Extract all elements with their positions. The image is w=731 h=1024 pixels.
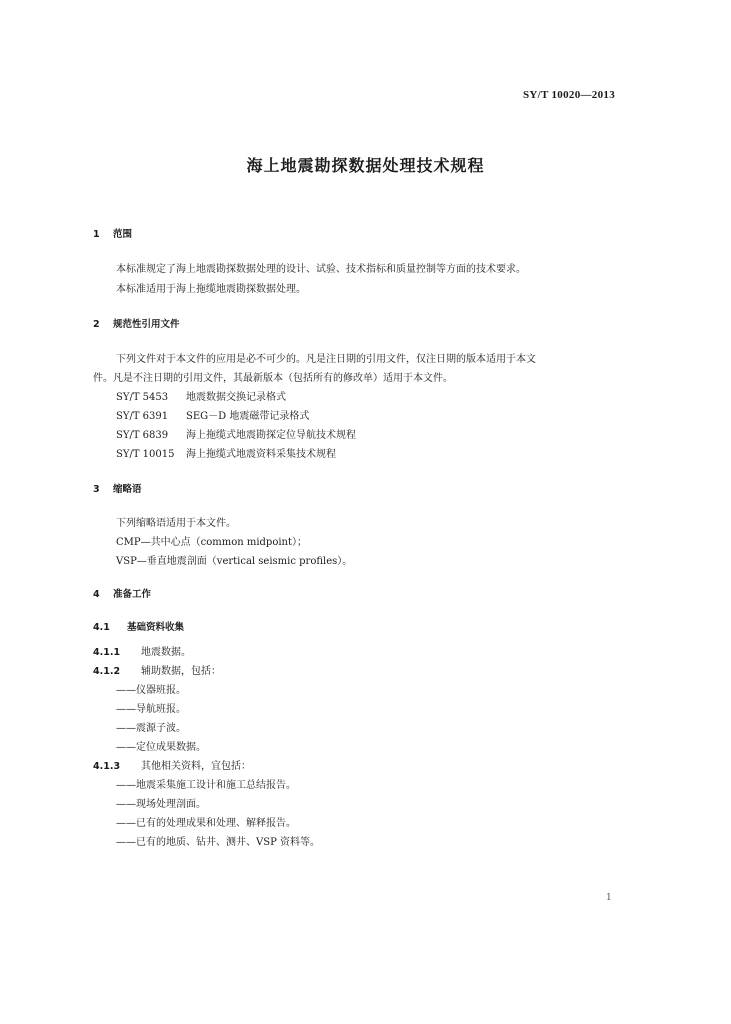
- section-number: 4: [93, 589, 100, 600]
- list-item: ——已有的处理成果和处理、解释报告。: [116, 818, 296, 829]
- clause-number: 4.1.3: [93, 761, 121, 772]
- subsection-4-1-heading: [93, 621, 184, 635]
- section-3-heading: [93, 483, 142, 497]
- list-item: ——现场处理剖面。: [116, 799, 206, 810]
- section-3-intro: 下列缩略语适用于本文件。: [116, 518, 236, 529]
- list-item: ——地震采集施工设计和施工总结报告。: [116, 780, 296, 791]
- reference-title: 海上拖缆式地震资料采集技术规程: [186, 449, 336, 460]
- list-item: ——仪器班报。: [116, 685, 186, 696]
- clause-4-1-1: [93, 646, 191, 660]
- reference-code: SY/T 6391: [116, 411, 169, 422]
- reference-item: [116, 410, 309, 424]
- clause-number: 4.1.1: [93, 647, 121, 658]
- abbreviation-item: VSP—垂直地震剖面（vertical seismic profiles）。: [116, 556, 353, 567]
- reference-title: SEG－D 地震磁带记录格式: [186, 411, 310, 422]
- clause-text: 辅助数据，包括：: [141, 666, 221, 677]
- section-title: 范围: [113, 229, 133, 240]
- reference-item: [116, 429, 356, 443]
- reference-code: SY/T 10015: [116, 449, 175, 460]
- section-number: 1: [93, 229, 100, 240]
- reference-title: 海上拖缆式地震勘探定位导航技术规程: [186, 430, 356, 441]
- clause-text: 其他相关资料，宜包括：: [141, 761, 251, 772]
- section-title: 规范性引用文件: [113, 319, 180, 330]
- section-2-intro-line-1: 下列文件对于本文件的应用是必不可少的。凡是注日期的引用文件，仅注日期的版本适用于本文: [116, 354, 536, 365]
- section-1-heading: [93, 228, 132, 242]
- list-item: ——震源子波。: [116, 723, 186, 734]
- reference-item: [116, 448, 336, 462]
- section-number: 3: [93, 484, 100, 495]
- section-2-heading: [93, 318, 180, 332]
- reference-item: [116, 391, 286, 405]
- subsection-title: 基础资料收集: [127, 622, 185, 633]
- standard-number: SY/T 10020—2013: [522, 89, 615, 101]
- section-number: 2: [93, 319, 100, 330]
- section-1-paragraph-1: 本标准规定了海上地震勘探数据处理的设计、试验、技术指标和质量控制等方面的技术要求。: [116, 264, 526, 275]
- reference-code: SY/T 5453: [116, 392, 169, 403]
- clause-number: 4.1.2: [93, 666, 121, 677]
- reference-title: 地震数据交换记录格式: [186, 392, 286, 403]
- subsection-number: 4.1: [93, 622, 110, 633]
- clause-4-1-2: [93, 665, 221, 679]
- abbreviation-item: CMP—共中心点（common midpoint）；: [116, 537, 308, 548]
- section-4-heading: [93, 588, 151, 602]
- list-item: ——导航班报。: [116, 704, 186, 715]
- clause-text: 地震数据。: [141, 647, 191, 658]
- page-number: 1: [606, 893, 612, 903]
- section-title: 缩略语: [113, 484, 142, 495]
- section-1-paragraph-2: 本标准适用于海上拖缆地震勘探数据处理。: [116, 284, 306, 295]
- document-title: 海上地震勘探数据处理技术规程: [246, 156, 485, 175]
- list-item: ——已有的地质、钻井、测井、VSP 资料等。: [116, 837, 320, 848]
- section-title: 准备工作: [113, 589, 152, 600]
- clause-4-1-3: [93, 760, 251, 774]
- list-item: ——定位成果数据。: [116, 742, 206, 753]
- section-2-intro-line-2: 件。凡是不注日期的引用文件，其最新版本（包括所有的修改单）适用于本文件。: [93, 373, 453, 384]
- reference-code: SY/T 6839: [116, 430, 169, 441]
